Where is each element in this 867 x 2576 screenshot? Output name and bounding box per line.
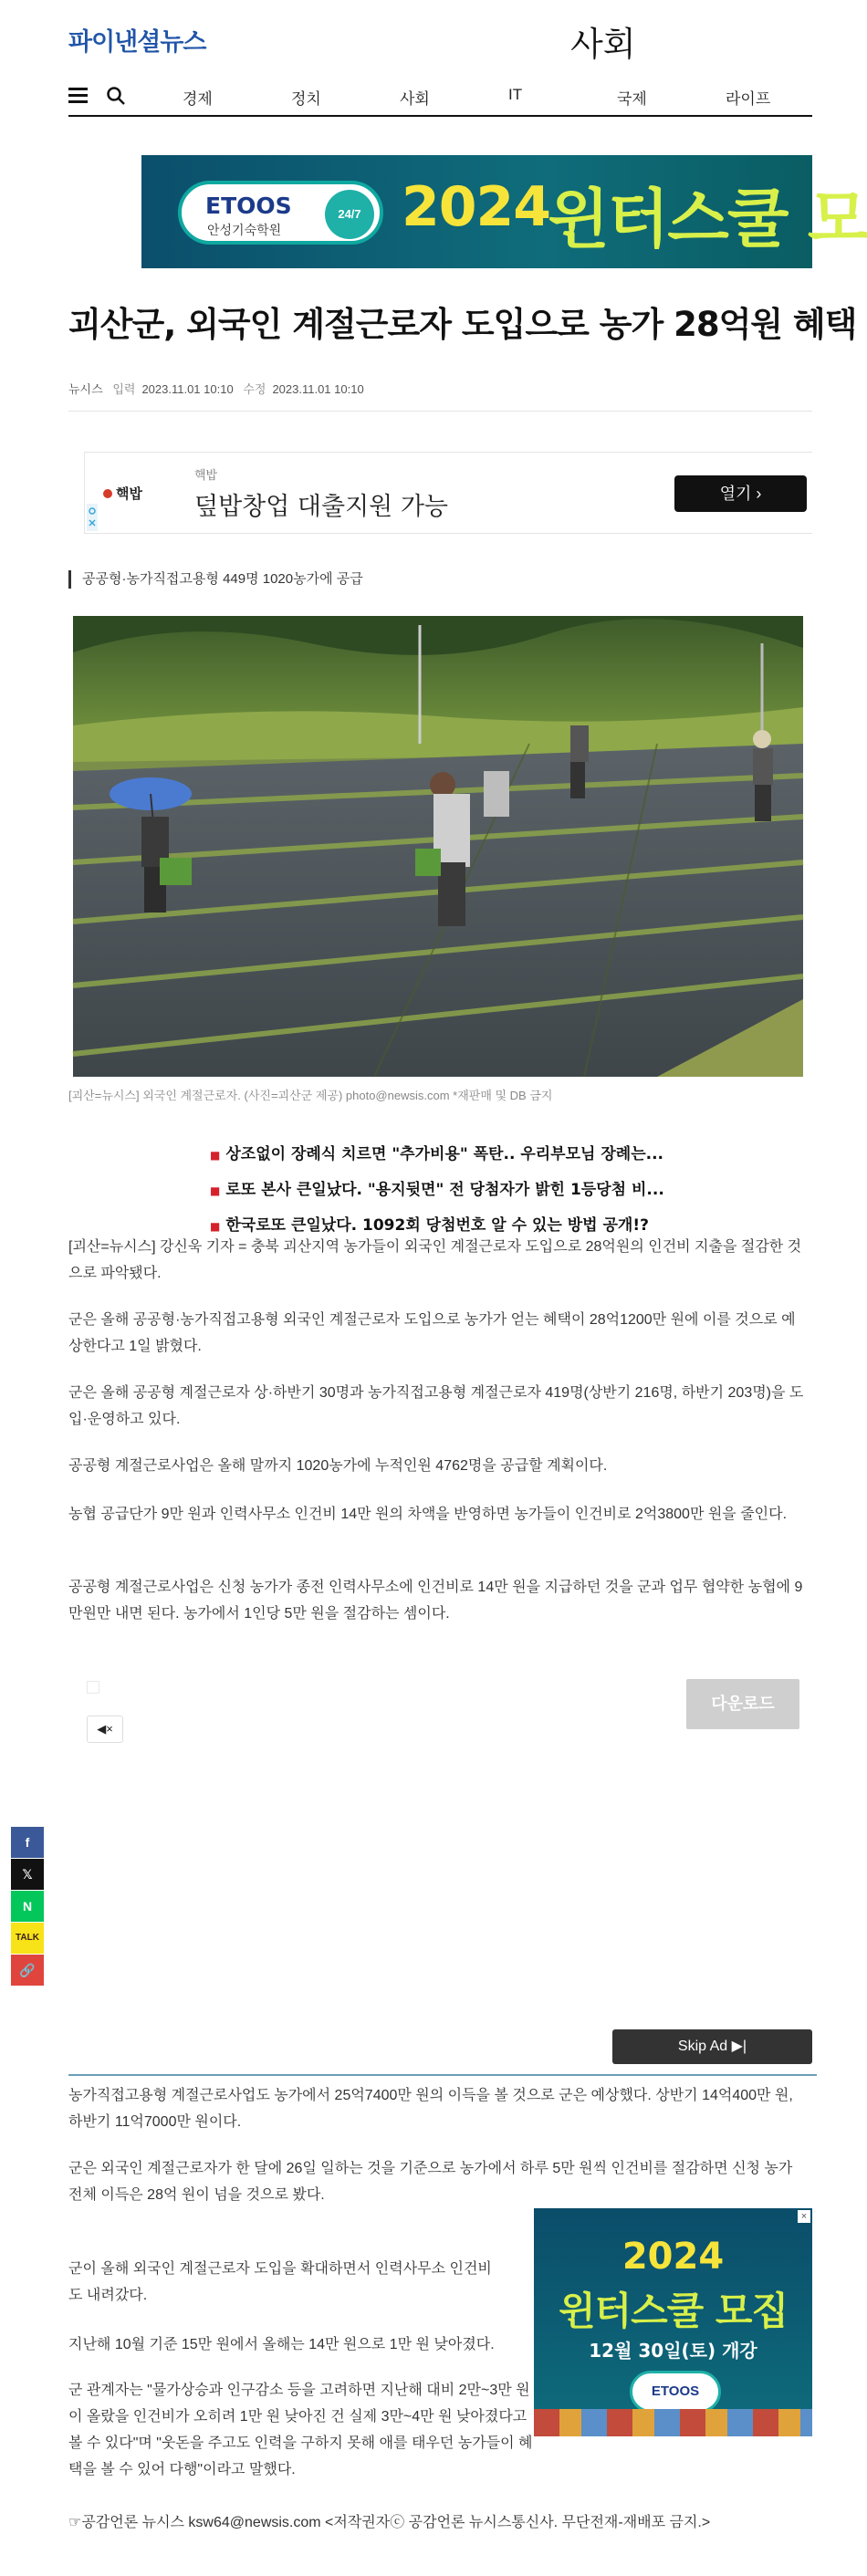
article-photo[interactable] xyxy=(73,616,803,1077)
article-paragraph: 농협 공급단가 9만 원과 인력사무소 인건비 14만 원의 차액을 반영하면 농가들이 인건비로 2억3800만 원을 줄인다. xyxy=(68,1507,788,1522)
article-subhead: 공공형·농가직접고용형 449명 1020농가에 공급 xyxy=(68,570,363,589)
side-ad-date: 12월 30일(토) 개강 xyxy=(589,2340,757,2362)
text-ad-logo-label: 핵밥 xyxy=(116,486,142,502)
kakao-share-icon[interactable]: TALK xyxy=(11,1923,44,1954)
nav-item-politics[interactable]: 정치 xyxy=(291,90,321,108)
download-button[interactable]: 다운로드 xyxy=(686,1679,799,1729)
article-paragraph: 지난해 10월 기준 15만 원에서 올해는 14만 원으로 1만 원 낮아졌다. xyxy=(68,2337,495,2352)
article-source: 뉴시스 xyxy=(68,382,103,396)
text-ad-open-button[interactable]: 열기 › xyxy=(674,475,807,512)
related-links xyxy=(210,1141,664,1247)
text-ad-advertiser: 핵밥 xyxy=(194,468,218,482)
bullet-icon: ■ xyxy=(210,1220,221,1233)
banner-ad-brand: ETOOS xyxy=(205,193,292,219)
hamburger-menu-icon[interactable] xyxy=(68,88,88,104)
adchoices-icon[interactable] xyxy=(87,504,98,531)
article-paragraph: 군 관계자는 "물가상승과 인구감소 등을 고려하면 지난해 대비 2만~3만 원이 올랐을 인건비가 오히려 1만 원 낮아진 건 실제 3만~4만 원 낮아졌다고 볼 수 있다"며 "웃돈을 주고도 인력을 구하지 못해 애를 태우던 농가들이 혜택을 볼 수 있어 다행"이라고 말했다. xyxy=(68,2383,533,2477)
related-link-text: 한국로또 큰일났다. 1092회 당첨번호 알 수 있는 방법 공개!? xyxy=(225,1216,649,1235)
related-link[interactable] xyxy=(210,1176,664,1199)
site-logo[interactable]: 파이낸셜뉴스 xyxy=(68,28,206,57)
bullet-icon: ■ xyxy=(210,1149,221,1162)
divider xyxy=(68,411,812,412)
mute-button[interactable]: ◀× xyxy=(87,1716,123,1743)
facebook-share-icon[interactable]: f xyxy=(11,1827,44,1858)
nav-item-international[interactable]: 국제 xyxy=(617,90,647,108)
edit-time: 2023.11.01 10:10 xyxy=(272,382,364,396)
x-share-icon[interactable]: 𝕏 xyxy=(11,1859,44,1890)
side-ad-year: 2024 xyxy=(622,2236,725,2278)
side-ad-title: 윈터스쿨 모집 xyxy=(558,2289,789,2333)
side-ad-brand: ETOOS xyxy=(630,2371,721,2413)
article-paragraph: 군은 외국인 계절근로자가 한 달에 26일 일하는 것을 기준으로 농가에서 하루 5만 원씩 인건비를 절감하면 신청 농가 전체 이득은 28억 원이 넘을 것으로 봤다. xyxy=(68,2161,793,2203)
related-link[interactable] xyxy=(210,1141,664,1163)
close-icon[interactable]: × xyxy=(798,2210,810,2223)
input-time: 2023.11.01 10:10 xyxy=(141,382,234,396)
banner-ad-sub: 안성기숙학원 xyxy=(207,224,282,238)
related-link-text: 로또 본사 큰일났다. "용지뒷면" 전 당첨자가 밝힌 1등당첨 비... xyxy=(225,1181,664,1199)
related-link-text: 상조없이 장례식 치르면 "추가비용" 폭탄.. 우리부모님 장례는... xyxy=(225,1145,663,1163)
side-ad-decoration xyxy=(534,2409,812,2436)
input-label: 입력 xyxy=(112,382,136,396)
text-ad-headline: 덮밥창업 대출지원 가능 xyxy=(194,493,448,521)
naver-share-icon[interactable]: N xyxy=(11,1891,44,1922)
section-title: 사회 xyxy=(570,25,636,64)
article-footer: ☞공감언론 뉴시스 ksw64@newsis.com <저작권자ⓒ 공감언론 뉴시스통신사. 무단전재-재배포 금지.> xyxy=(68,2515,711,2530)
article-paragraph: 군은 올해 공공형·농가직접고용형 외국인 계절근로자 도입으로 농가가 얻는 혜택이 28억1200만 원에 이를 것으로 예상한다고 1일 밝혔다. xyxy=(68,1312,796,1354)
copy-link-icon[interactable]: 🔗 xyxy=(11,1955,44,1986)
share-bar xyxy=(11,1827,44,1987)
side-ad[interactable] xyxy=(534,2208,812,2436)
banner-ad-year: 2024 xyxy=(402,175,550,239)
article-paragraph: 공공형 계절근로사업은 신청 농가가 종전 인력사무소에 인건비로 14만 원을 지급하던 것을 군과 업무 협약한 농협에 9만원만 내면 된다. 농가에서 1인당 5만 원을 절감하는 셈이다. xyxy=(68,1580,803,1622)
nav-item-it[interactable]: IT xyxy=(508,86,523,103)
video-placeholder-icon xyxy=(87,1681,99,1694)
nav-item-society[interactable]: 사회 xyxy=(400,90,430,108)
article-paragraph: 군이 올해 외국인 계절근로자 도입을 확대하면서 인력사무소 인건비도 내려갔다. xyxy=(68,2261,492,2303)
photo-caption: [괴산=뉴시스] 외국인 계절근로자. (사진=괴산군 제공) photo@newsis.com *재판매 및 DB 금지 xyxy=(68,1089,553,1102)
banner-ad[interactable] xyxy=(141,155,867,268)
article-paragraph: 농가직접고용형 계절근로사업도 농가에서 25억7400만 원의 이득을 볼 것으로 군은 예상했다. 상반기 14억400만 원, 하반기 11억7000만 원이다. xyxy=(68,2088,793,2130)
banner-ad-logo xyxy=(178,181,383,245)
nav-item-life[interactable]: 라이프 xyxy=(726,90,771,108)
banner-ad-badge: 24/7 xyxy=(325,190,374,239)
video-progress-bar xyxy=(68,2074,817,2076)
article-paragraph: 공공형 계절근로사업은 올해 말까지 1020농가에 누적인원 4762명을 공급할 계획이다. xyxy=(68,1458,608,1474)
bullet-icon: ■ xyxy=(210,1184,221,1197)
text-ad[interactable] xyxy=(84,452,812,534)
banner-ad-title: 윈터스쿨 모 xyxy=(548,182,867,256)
main-nav xyxy=(68,77,812,117)
skip-ad-button[interactable]: Skip Ad ▶| xyxy=(612,2029,812,2064)
article-paragraph: 군은 올해 공공형 계절근로자 상·하반기 30명과 농가직접고용형 계절근로자 419명(상반기 216명, 하반기 203명)을 도입·운영하고 있다. xyxy=(68,1385,804,1427)
related-link[interactable] xyxy=(210,1212,664,1235)
article-meta xyxy=(68,380,371,397)
edit-label: 수정 xyxy=(243,382,266,396)
search-icon[interactable] xyxy=(106,86,126,106)
nav-item-economy[interactable]: 경제 xyxy=(183,90,213,108)
article-paragraph: [괴산=뉴시스] 강신욱 기자 = 충북 괴산지역 농가들이 외국인 계절근로자 도입으로 28억원의 인건비 지출을 절감한 것으로 파악됐다. xyxy=(68,1239,802,1281)
text-ad-logo xyxy=(103,484,142,503)
article-headline: 괴산군, 외국인 계절근로자 도입으로 농가 28억원 혜택 xyxy=(68,305,857,344)
